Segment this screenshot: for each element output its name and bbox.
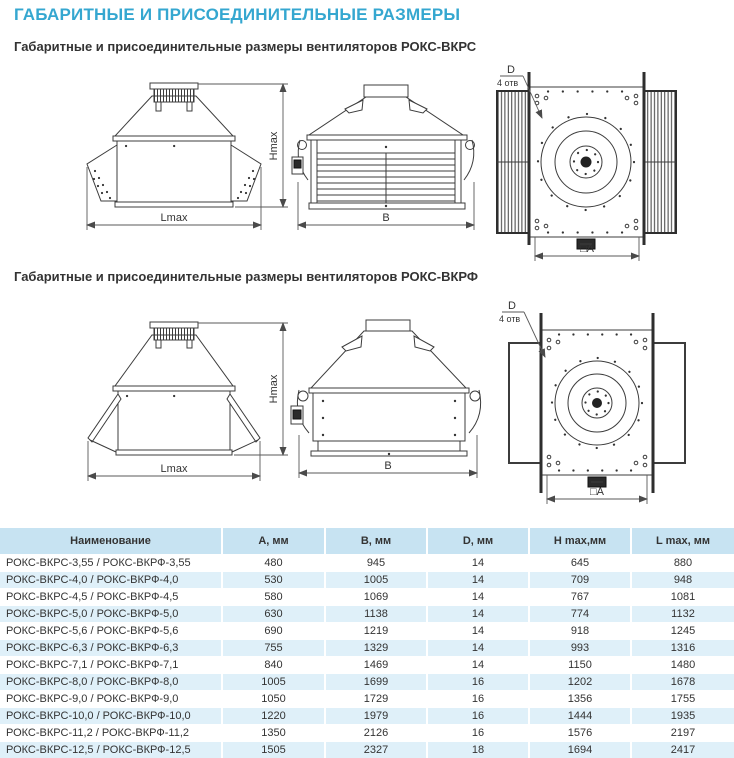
vkrf-top-view-drawing (499, 300, 685, 504)
row-value-cell: 918 (529, 623, 631, 640)
vkrf-drawings-figure (0, 293, 734, 525)
row-value-cell: 948 (631, 572, 734, 589)
row-value-cell: 1356 (529, 691, 631, 708)
column-header-b: В, мм (325, 528, 427, 555)
vkrs-side-view-drawing (292, 85, 475, 230)
row-value-cell: 2126 (325, 725, 427, 742)
row-value-cell: 1138 (325, 606, 427, 623)
dimensions-table (0, 528, 734, 758)
hole-dia-label: D (507, 64, 515, 76)
row-value-cell: 840 (222, 657, 325, 674)
row-value-cell: 1469 (325, 657, 427, 674)
row-value-cell: 1069 (325, 589, 427, 606)
dimensions-table-body (0, 555, 734, 758)
row-value-cell: 2327 (325, 742, 427, 758)
dim-label-lmax: Lmax (160, 463, 188, 475)
row-name-cell: РОКС-ВКРС-6,3 / РОКС-ВКРФ-6,3 (0, 640, 222, 657)
dim-label-b: B (384, 460, 392, 472)
row-value-cell: 1316 (631, 640, 734, 657)
row-value-cell: 480 (222, 555, 325, 572)
table-row (0, 623, 734, 640)
row-name-cell: РОКС-ВКРС-11,2 / РОКС-ВКРФ-11,2 (0, 725, 222, 742)
dim-label-b: B (382, 212, 390, 224)
row-value-cell: 1050 (222, 691, 325, 708)
row-name-cell: РОКС-ВКРС-9,0 / РОКС-ВКРФ-9,0 (0, 691, 222, 708)
row-value-cell: 1132 (631, 606, 734, 623)
row-value-cell: 1220 (222, 708, 325, 725)
row-value-cell: 1245 (631, 623, 734, 640)
dim-label-square-a: □A (590, 486, 604, 498)
row-value-cell: 1005 (222, 674, 325, 691)
row-value-cell: 767 (529, 589, 631, 606)
row-value-cell: 1202 (529, 674, 631, 691)
row-value-cell: 1505 (222, 742, 325, 758)
table-header-row (0, 528, 734, 555)
row-name-cell: РОКС-ВКРС-5,0 / РОКС-ВКРФ-5,0 (0, 606, 222, 623)
row-value-cell: 14 (427, 640, 529, 657)
row-value-cell: 14 (427, 589, 529, 606)
page-title: ГАБАРИТНЫЕ И ПРИСОЕДИНИТЕЛЬНЫЕ РАЗМЕРЫ (14, 5, 461, 24)
row-value-cell: 880 (631, 555, 734, 572)
row-value-cell: 1480 (631, 657, 734, 674)
row-value-cell: 690 (222, 623, 325, 640)
row-value-cell: 16 (427, 708, 529, 725)
row-value-cell: 1081 (631, 589, 734, 606)
dim-label-hmax: Hmax (268, 131, 280, 161)
column-header-a: А, мм (222, 528, 325, 555)
row-value-cell: 1755 (631, 691, 734, 708)
row-value-cell: 1350 (222, 725, 325, 742)
column-header-name: Наименование (0, 528, 222, 555)
row-value-cell: 14 (427, 606, 529, 623)
row-name-cell: РОКС-ВКРС-8,0 / РОКС-ВКРФ-8,0 (0, 674, 222, 691)
row-value-cell: 1005 (325, 572, 427, 589)
row-value-cell: 18 (427, 742, 529, 758)
row-value-cell: 530 (222, 572, 325, 589)
table-row (0, 708, 734, 725)
row-value-cell: 945 (325, 555, 427, 572)
table-row (0, 742, 734, 758)
row-name-cell: РОКС-ВКРС-12,5 / РОКС-ВКРФ-12,5 (0, 742, 222, 758)
row-value-cell: 14 (427, 657, 529, 674)
row-value-cell: 14 (427, 572, 529, 589)
row-value-cell: 1219 (325, 623, 427, 640)
row-value-cell: 709 (529, 572, 631, 589)
table-row (0, 589, 734, 606)
section-heading-vkrf: Габаритные и присоединительные размеры вентиляторов РОКС-ВКРФ (14, 269, 479, 284)
row-name-cell: РОКС-ВКРС-7,1 / РОКС-ВКРФ-7,1 (0, 657, 222, 674)
vkrf-front-view-drawing (88, 322, 288, 481)
vkrf-side-view-drawing (291, 320, 481, 478)
row-value-cell: 630 (222, 606, 325, 623)
table-row (0, 606, 734, 623)
row-value-cell: 1444 (529, 708, 631, 725)
hole-dia-label: D (508, 300, 516, 312)
row-value-cell: 1729 (325, 691, 427, 708)
row-value-cell: 1699 (325, 674, 427, 691)
row-name-cell: РОКС-ВКРС-4,0 / РОКС-ВКРФ-4,0 (0, 572, 222, 589)
column-header-hmax: Н max,мм (529, 528, 631, 555)
table-row (0, 725, 734, 742)
row-value-cell: 14 (427, 555, 529, 572)
row-value-cell: 1150 (529, 657, 631, 674)
row-value-cell: 774 (529, 606, 631, 623)
row-value-cell: 1576 (529, 725, 631, 742)
row-value-cell: 16 (427, 691, 529, 708)
row-value-cell: 1678 (631, 674, 734, 691)
dim-label-square-a: □A (580, 243, 594, 255)
hole-count-label: 4 отв (497, 78, 519, 88)
row-value-cell: 993 (529, 640, 631, 657)
table-row (0, 657, 734, 674)
row-name-cell: РОКС-ВКРС-10,0 / РОКС-ВКРФ-10,0 (0, 708, 222, 725)
row-value-cell: 1935 (631, 708, 734, 725)
row-value-cell: 1329 (325, 640, 427, 657)
row-value-cell: 755 (222, 640, 325, 657)
table-row (0, 691, 734, 708)
dim-label-lmax: Lmax (160, 212, 188, 224)
row-value-cell: 16 (427, 674, 529, 691)
column-header-d: D, мм (427, 528, 529, 555)
row-name-cell: РОКС-ВКРС-4,5 / РОКС-ВКРФ-4,5 (0, 589, 222, 606)
row-value-cell: 1979 (325, 708, 427, 725)
table-row (0, 640, 734, 657)
row-value-cell: 14 (427, 623, 529, 640)
row-value-cell: 1694 (529, 742, 631, 758)
section-heading-vkrs: Габаритные и присоединительные размеры вентиляторов РОКС-ВКРС (14, 39, 477, 54)
row-name-cell: РОКС-ВКРС-5,6 / РОКС-ВКРФ-5,6 (0, 623, 222, 640)
row-value-cell: 2197 (631, 725, 734, 742)
row-value-cell: 16 (427, 725, 529, 742)
hole-count-label: 4 отв (499, 314, 521, 324)
row-name-cell: РОКС-ВКРС-3,55 / РОКС-ВКРФ-3,55 (0, 555, 222, 572)
column-header-lmax: L max, мм (631, 528, 734, 555)
row-value-cell: 645 (529, 555, 631, 572)
row-value-cell: 580 (222, 589, 325, 606)
dim-label-hmax: Hmax (268, 374, 280, 404)
vkrs-front-view-drawing (87, 83, 288, 230)
table-row (0, 674, 734, 691)
row-value-cell: 2417 (631, 742, 734, 758)
vkrs-top-view-drawing (497, 64, 676, 261)
table-row (0, 555, 734, 572)
table-row (0, 572, 734, 589)
vkrs-drawings-figure (0, 60, 734, 265)
